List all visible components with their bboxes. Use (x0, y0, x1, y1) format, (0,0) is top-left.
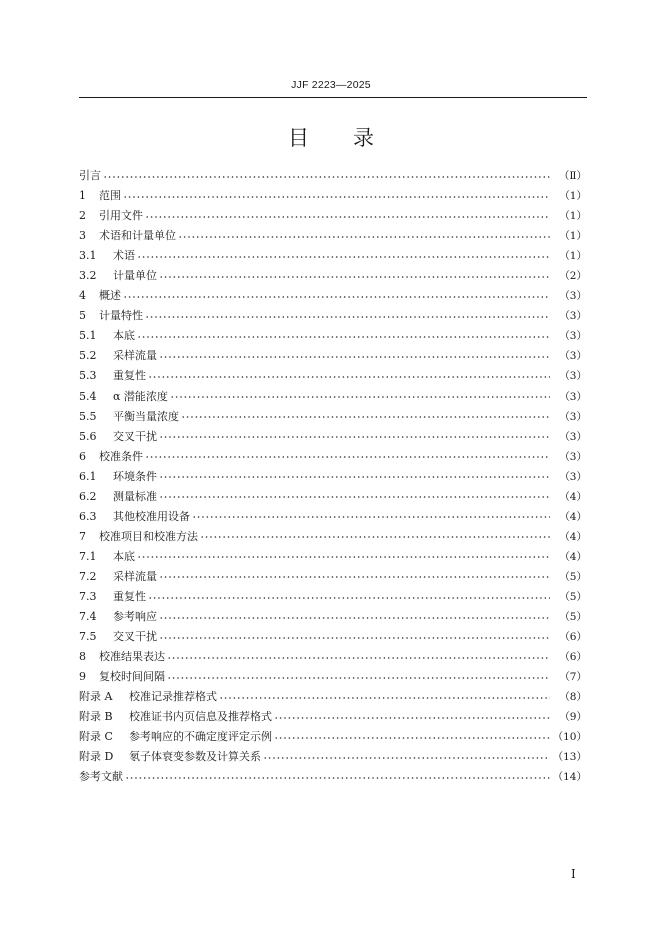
toc-entry-number: 9 (79, 670, 86, 684)
toc-entry[interactable] (79, 667, 587, 687)
toc-entry-label: 校准证书内页信息及推荐格式 (129, 710, 272, 724)
toc-entry-number: 5.6 (79, 429, 97, 443)
dot-leader (145, 316, 550, 318)
toc-entry-label: 参考文献 (79, 770, 123, 784)
dot-leader (219, 697, 550, 699)
toc-entry-label: 参考响应的不确定度评定示例 (129, 730, 272, 744)
title-char-right: 录 (353, 126, 374, 150)
toc-entry-label: 范围 (99, 189, 121, 203)
toc-entry-number: 5.2 (79, 349, 97, 363)
toc-entry-label: 术语 (113, 249, 135, 263)
toc-entry-label: 引言 (79, 169, 101, 183)
toc-entry-number: 附录 D (79, 750, 114, 764)
dot-leader (159, 436, 550, 438)
header-rule (79, 97, 587, 98)
toc-entry-page: （8） (559, 691, 587, 704)
toc-entry-page: （3） (559, 290, 587, 303)
toc-entry-label: 术语和计量单位 (99, 229, 176, 243)
toc-entry-page: （3） (559, 450, 587, 463)
toc-entry-page: （5） (559, 570, 587, 583)
toc-entry-number: 7 (79, 529, 86, 543)
toc-entry-number: 6.2 (79, 489, 97, 503)
dot-leader (274, 737, 550, 739)
toc-entry-label: 概述 (99, 289, 121, 303)
toc-entry[interactable] (79, 286, 587, 306)
toc-entry-label: 采样流量 (113, 349, 157, 363)
dot-leader (181, 416, 550, 418)
toc-entry-number: 7.3 (79, 590, 97, 603)
dot-leader (263, 757, 550, 759)
toc-entry-label: 校准结果表达 (99, 650, 165, 664)
toc-entry-label: 引用文件 (99, 209, 143, 223)
toc-entry-number: 5.4 (79, 389, 97, 403)
toc-entry-number: 附录 C (79, 730, 113, 744)
dot-leader (148, 376, 550, 378)
toc-entry-label: 采样流量 (113, 569, 157, 583)
toc-entry-label: 校准条件 (99, 449, 143, 463)
toc-entry-page: （3） (559, 370, 587, 383)
toc-entry-page: （2） (559, 270, 587, 283)
toc-entry-number: 6.1 (79, 469, 97, 483)
toc-entry-label: 环境条件 (113, 469, 157, 483)
dot-leader (103, 176, 550, 178)
dot-leader (178, 236, 550, 238)
dot-leader (159, 576, 550, 578)
toc-entry-number: 5.5 (79, 409, 97, 423)
dot-leader (123, 196, 550, 198)
toc-entry-label: 校准项目和校准方法 (99, 529, 198, 543)
dot-leader (167, 657, 550, 659)
dot-leader (148, 597, 550, 599)
toc-entry-label: 计量单位 (113, 269, 157, 283)
dot-leader (137, 556, 550, 558)
toc-entry[interactable] (79, 647, 587, 667)
toc-entry-label: 复校时间间隔 (99, 670, 165, 684)
toc-entry[interactable] (79, 767, 587, 787)
toc-entry-number: 2 (79, 209, 86, 223)
toc-entry-label: α 潜能浓度 (113, 389, 168, 403)
dot-leader (137, 336, 550, 338)
toc-entry-number: 5.1 (79, 329, 97, 343)
toc-entry-page: （Ⅱ） (558, 170, 587, 183)
toc-entry-page: （9） (559, 711, 587, 724)
toc-entry-page: （3） (559, 330, 587, 343)
toc-entry-label: 计量特性 (99, 309, 143, 323)
document-code-header: JJF 2223—2025 (291, 79, 371, 91)
toc-entry[interactable] (79, 547, 587, 567)
toc-entry-number: 附录 B (79, 710, 113, 724)
toc-entry-page: （6） (559, 651, 587, 664)
toc-entry-label: 参考响应 (113, 610, 157, 624)
page-title (0, 122, 662, 152)
dot-leader (200, 536, 550, 538)
toc-entry[interactable] (79, 707, 587, 727)
toc-entry-number: 3 (79, 229, 86, 243)
toc-entry-number: 5.3 (79, 369, 97, 383)
toc-entry-label: 其他校准用设备 (113, 509, 190, 523)
toc-entry[interactable] (79, 607, 587, 627)
toc-entry-page: （13） (552, 751, 587, 764)
toc-entry[interactable] (79, 567, 587, 587)
toc-entry[interactable] (79, 306, 587, 326)
toc-entry[interactable] (79, 727, 587, 747)
toc-entry-label: 本底 (113, 549, 135, 563)
toc-entry-page: （3） (559, 410, 587, 423)
dot-leader (167, 677, 550, 679)
dot-leader (159, 637, 550, 639)
dot-leader (145, 216, 550, 218)
toc-entry[interactable] (79, 487, 587, 507)
dot-leader (123, 296, 550, 298)
toc-entry-page: （1） (559, 190, 587, 203)
toc-entry[interactable] (79, 206, 587, 226)
toc-entry-page: （1） (559, 250, 587, 263)
toc-entry-page: （6） (559, 631, 587, 644)
toc-entry[interactable] (79, 587, 587, 607)
toc-entry[interactable] (79, 387, 587, 407)
toc-entry[interactable] (79, 407, 587, 427)
toc-entry-number: 8 (79, 650, 86, 664)
toc-entry-label: 平衡当量浓度 (113, 409, 179, 423)
toc-entry-label: 交叉干扰 (113, 630, 157, 644)
toc-entry-number: 7.2 (79, 569, 97, 583)
toc-entry-page: （3） (559, 390, 587, 403)
toc-entry-number: 5 (79, 309, 86, 323)
toc-entry-number: 1 (79, 189, 86, 203)
toc-entry-page: （1） (559, 230, 587, 243)
dot-leader (192, 516, 550, 518)
toc-entry[interactable] (79, 747, 587, 767)
toc-entry[interactable] (79, 527, 587, 547)
toc-entry-page: （1） (559, 210, 587, 223)
toc-entry-number: 7.4 (79, 610, 97, 624)
toc-entry-number: 附录 A (79, 690, 113, 704)
dot-leader (145, 456, 550, 458)
toc-entry-page: （5） (559, 591, 587, 603)
toc-entry-page: （4） (559, 530, 587, 543)
toc-entry[interactable] (79, 467, 587, 487)
dot-leader (170, 396, 550, 398)
dot-leader (159, 356, 550, 358)
toc-entry-label: 测量标准 (113, 489, 157, 503)
toc-entry[interactable] (79, 226, 587, 246)
dot-leader (125, 777, 550, 779)
dot-leader (159, 617, 550, 619)
toc-entry-number: 6.3 (79, 509, 97, 523)
toc-entry-page: （14） (552, 771, 587, 784)
toc-entry-label: 氡子体衰变参数及计算关系 (129, 750, 261, 764)
toc-entry-number: 3.1 (79, 249, 97, 263)
dot-leader (159, 496, 550, 498)
toc-entry-number: 7.5 (79, 630, 97, 644)
toc-entry-page: （3） (559, 470, 587, 483)
toc-entry-number: 6 (79, 449, 86, 463)
toc-entry-page: （3） (559, 430, 587, 443)
dot-leader (274, 717, 550, 719)
dot-leader (159, 476, 550, 478)
toc-entry[interactable] (79, 266, 587, 286)
toc-entry-label: 交叉干扰 (113, 429, 157, 443)
toc-entry-page: （3） (559, 310, 587, 323)
toc-entry[interactable] (79, 366, 587, 386)
table-of-contents (79, 166, 587, 787)
toc-entry-number: 3.2 (79, 269, 97, 283)
toc-entry[interactable] (79, 246, 587, 266)
toc-entry[interactable] (79, 687, 587, 707)
toc-entry-label: 重复性 (113, 590, 146, 603)
toc-entry[interactable] (79, 346, 587, 366)
title-char-left: 目 (288, 126, 309, 150)
toc-entry-label: 校准记录推荐格式 (129, 690, 217, 704)
toc-entry-page: （10） (552, 731, 587, 744)
toc-entry-page: （4） (559, 490, 587, 503)
dot-leader (137, 256, 550, 258)
toc-entry[interactable] (79, 166, 587, 186)
toc-entry-label: 重复性 (113, 369, 146, 383)
toc-entry-page: （4） (559, 510, 587, 523)
toc-entry[interactable] (79, 447, 587, 467)
toc-entry[interactable] (79, 326, 587, 346)
toc-entry-number: 7.1 (79, 549, 97, 563)
toc-entry[interactable] (79, 427, 587, 447)
toc-entry-page: （7） (559, 671, 587, 684)
toc-entry-page: （5） (559, 611, 587, 624)
toc-entry-page: （4） (559, 550, 587, 563)
toc-entry[interactable] (79, 186, 587, 206)
dot-leader (159, 276, 550, 278)
toc-entry-number: 4 (79, 289, 86, 303)
toc-entry[interactable] (79, 507, 587, 527)
page-folio: Ⅰ (571, 867, 576, 881)
toc-entry-label: 本底 (113, 329, 135, 343)
toc-entry[interactable] (79, 627, 587, 647)
toc-entry-page: （3） (559, 350, 587, 363)
